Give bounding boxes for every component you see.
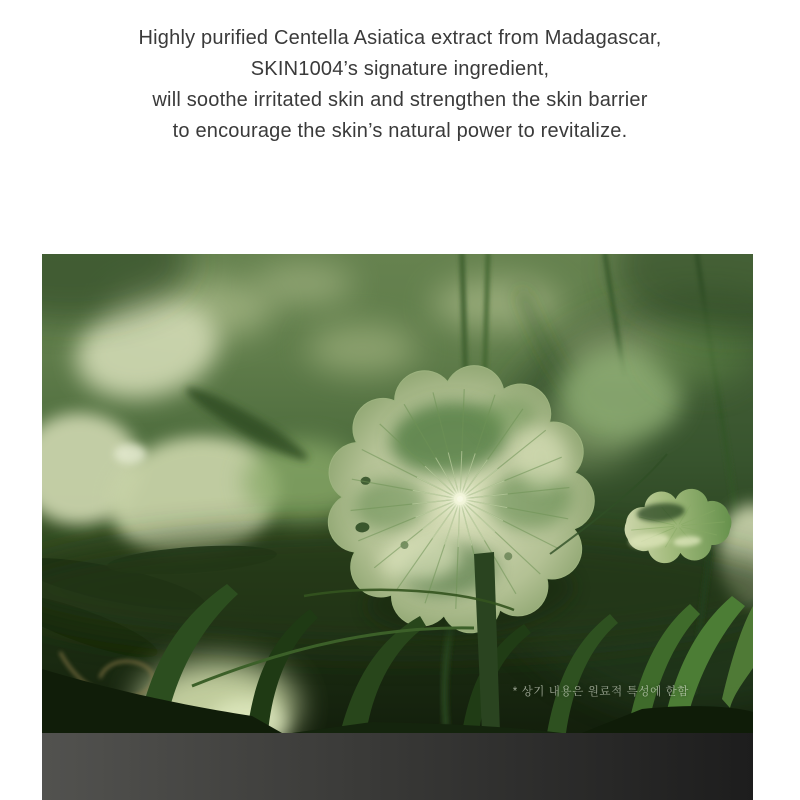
- intro-line-4: to encourage the skin’s natural power to revitalize.: [172, 120, 628, 142]
- intro-text-block: [0, 0, 800, 147]
- bottom-dark-bar: [42, 733, 753, 800]
- centella-photo-art: [42, 254, 753, 733]
- intro-line-1: Highly purified Centella Asiatica extract from Madagascar,: [138, 27, 662, 49]
- intro-line-2: SKIN1004’s signature ingredient,: [250, 58, 550, 80]
- centella-photo: [42, 254, 753, 733]
- photo-disclaimer-caption: * 상기 내용은 원료적 특성에 한함: [512, 686, 689, 698]
- intro-line-3: will soothe irritated skin and strengthen the skin barrier: [152, 89, 648, 111]
